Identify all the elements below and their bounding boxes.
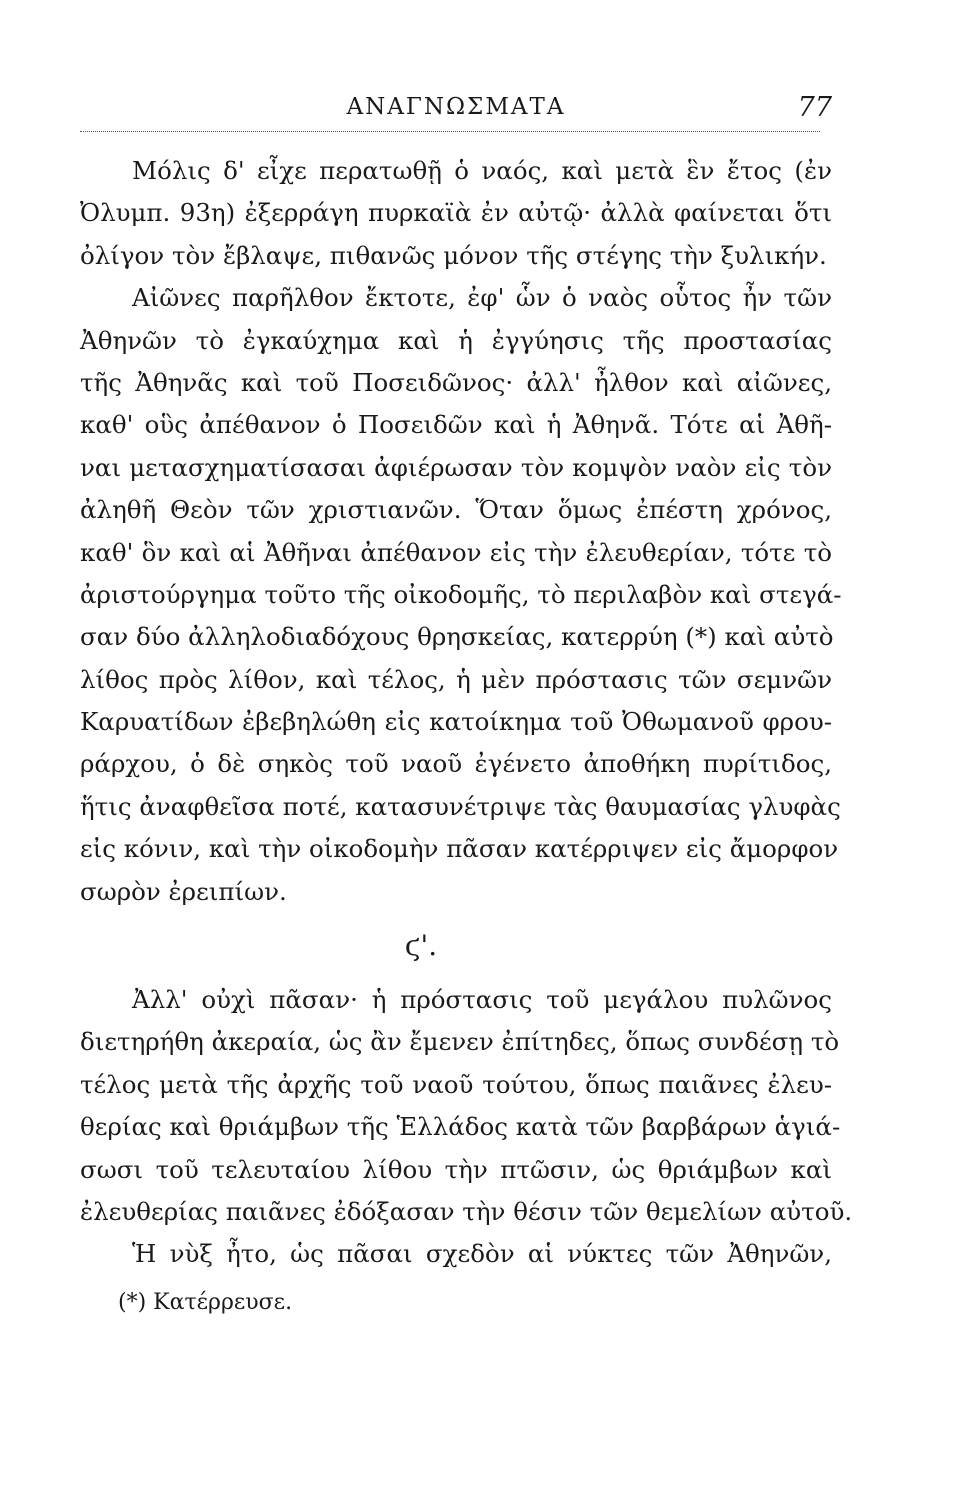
text-line: διετηρήθη ἀκεραία, ὡς ἂν ἔμενεν ἐπίτηδες, ὅπως συνδέσῃ τὸ [80, 1027, 840, 1057]
text-line: θερίας καὶ θριάμβων τῆς Ἑλλάδος κατὰ τῶν βαρβάρων ἁγιά- [80, 1112, 841, 1142]
text-line: καθ' ὃν καὶ αἱ Ἀθῆναι ἀπέθανον εἰς τὴν ἐλευθερίαν, τότε τὸ [80, 537, 832, 567]
section-number: ϛ'. [404, 929, 438, 963]
footnote: (*) Κατέρρευσε. [118, 1290, 293, 1315]
running-title: ΑΝΑΓΝΩΣΜΑΤΑ [346, 94, 566, 120]
text-line: τῆς Ἀθηνᾶς καὶ τοῦ Ποσειδῶνος· ἀλλ' ἦλθον καὶ αἰῶνες, [80, 367, 832, 397]
text-line: ἥτις ἀναφθεῖσα ποτέ, κατασυνέτριψε τὰς θαυμασίας γλυφὰς [80, 791, 841, 821]
text-line: καθ' οὓς ἀπέθανον ὁ Ποσειδῶν καὶ ἡ Ἀθηνᾶ. Τότε αἱ Ἀθῆ- [80, 410, 832, 440]
header-dotted-rule [80, 131, 820, 132]
text-line: Ἡ νὺξ ἦτο, ὡς πᾶσαι σχεδὸν αἱ νύκτες τῶν Ἀθηνῶν, [132, 1239, 832, 1269]
text-line: σαν δύο ἀλληλοδιαδόχους θρησκείας, κατερρύη (*) καὶ αὐτὸ [80, 622, 834, 652]
running-head [80, 92, 832, 128]
text-line: εἰς κόνιν, καὶ τὴν οἰκοδομὴν πᾶσαν κατέρριψεν εἰς ἄμορφον [80, 834, 839, 864]
page-number: 77 [797, 92, 832, 123]
section-mark [80, 913, 832, 979]
text-line: ὀλίγον τὸν ἔβλαψε, πιθανῶς μόνον τῆς στέγης τὴν ξυλικήν. [80, 240, 827, 270]
body-text [80, 150, 853, 1276]
text-line: ἀληθῆ Θεὸν τῶν χριστιανῶν. Ὅταν ὅμως ἐπέστη χρόνος, [80, 495, 832, 525]
text-line: τέλος μετὰ τῆς ἀρχῆς τοῦ ναοῦ τούτου, ὅπως παιᾶνες ἐλευ- [80, 1069, 832, 1099]
text-line: Αἰῶνες παρῆλθον ἔκτοτε, ἐφ' ὧν ὁ ναὸς οὗτος ἦν τῶν [132, 283, 832, 313]
text-line: Ἀθηνῶν τὸ ἐγκαύχημα καὶ ἡ ἐγγύησις τῆς προστασίας [80, 325, 832, 355]
text-line: Μόλις δ' εἶχε περατωθῇ ὁ ναός, καὶ μετὰ ἓν ἔτος (ἐν [132, 156, 832, 185]
text-line: λίθος πρὸς λίθον, καὶ τέλος, ἡ μὲν πρόστασις τῶν σεμνῶν [80, 664, 832, 694]
text-line: Ὀλυμπ. 93η) ἐξερράγη πυρκαϊὰ ἐν αὐτῷ· ἀλλὰ φαίνεται ὅτι [80, 198, 832, 228]
text-line: Ἀλλ' οὐχὶ πᾶσαν· ἡ πρόστασις τοῦ μεγάλου πυλῶνος [132, 985, 832, 1015]
text-line: ἀριστούργημα τοῦτο τῆς οἰκοδομῆς, τὸ περιλαβὸν καὶ στεγά- [80, 579, 842, 609]
text-line: ράρχου, ὁ δὲ σηκὸς τοῦ ναοῦ ἐγένετο ἀποθήκη πυρίτιδος, [80, 749, 832, 779]
text-line: ναι μετασχηματίσασαι ἀφιέρωσαν τὸν κομψὸν ναὸν εἰς τὸν [80, 452, 832, 482]
text-line: ἐλευθερίας παιᾶνες ἐδόξασαν τὴν θέσιν τῶν θεμελίων αὐτοῦ. [80, 1196, 853, 1226]
text-line: σωρὸν ἐρειπίων. [80, 876, 287, 906]
text-line: σωσι τοῦ τελευταίου λίθου τὴν πτῶσιν, ὡς θριάμβων καὶ [80, 1154, 832, 1184]
text-line: Καρυατίδων ἐβεβηλώθη εἰς κατοίκημα τοῦ Ὀθωμανοῦ φρου- [80, 707, 832, 737]
